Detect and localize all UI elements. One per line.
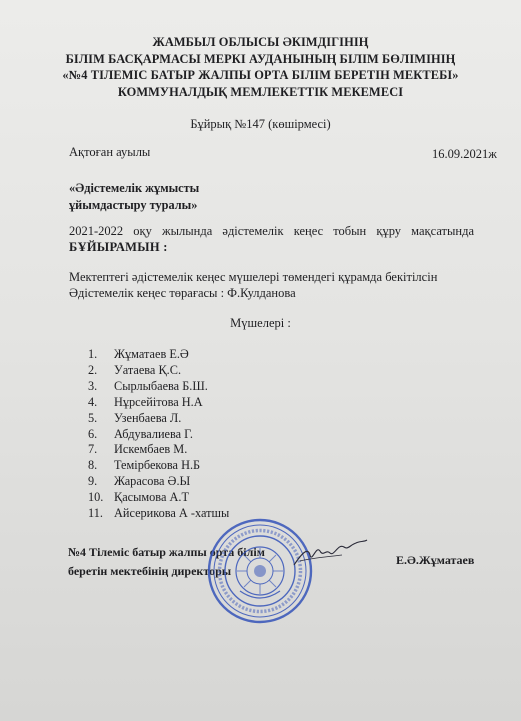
order-number: Бұйрық №147 (көшірмесі) — [190, 117, 331, 131]
approval-line-1: Мектептегі әдістемелік кеңес мүшелері төмендегі құрамда бекітілсін — [69, 270, 438, 284]
header-line-1: ЖАМБЫЛ ОБЛЫСЫ ӘКІМДІГІНІҢ — [152, 35, 369, 49]
list-item: 6. Абдувалиева Г. — [88, 426, 193, 441]
director-name: Е.Ә.Жұматаев — [396, 553, 475, 567]
list-item: 2. Уатаева Қ.С. — [88, 362, 182, 377]
members-title: Мүшелері : — [230, 316, 291, 330]
order-command: БҰЙЫРАМЫН : — [69, 240, 168, 254]
order-paragraph — [69, 223, 474, 255]
document-header — [40, 34, 481, 100]
subject-line-1: «Әдістемелік жұмысты — [69, 181, 200, 195]
header-line-3: «№4 ТІЛЕМІС БАТЫР ЖАЛПЫ ОРТА БІЛІМ БЕРЕТІН МЕКТЕБІ» — [62, 68, 459, 82]
list-item: 9. Жарасова Ә.Ы — [88, 474, 191, 489]
list-item: 3. Сырлыбаева Б.Ш. — [88, 378, 208, 393]
subject-line-2: ұйымдастыру туралы» — [69, 198, 198, 212]
header-line-4: КОММУНАЛДЫҚ МЕМЛЕКЕТТІК МЕКЕМЕСІ — [117, 84, 404, 99]
order-date: 16.09.2021ж — [432, 147, 497, 161]
paragraph-text: 2021-2022 оқу жылында әдістемелік кеңес тобын құру мақсатында — [69, 224, 474, 238]
approval-line-2: Әдістемелік кеңес төрағасы : Ф.Кулданова — [69, 285, 296, 300]
director-title-line-2: беретін мектебінің директоры — [68, 564, 232, 578]
list-item: 11. Айсерикова А -хатшы — [88, 506, 230, 521]
header-line-2: БІЛІМ БАСҚАРМАСЫ МЕРКІ АУДАНЫНЫҢ БІЛІМ БӨЛІМІНІҢ — [65, 51, 456, 66]
list-item: 5. Узенбаева Л. — [88, 410, 182, 425]
place-name: Ақтоған ауылы — [69, 145, 151, 159]
list-item: 1. Жұматаев Е.Ә — [88, 347, 189, 361]
list-item: 8. Темірбекова Н.Б — [88, 458, 201, 473]
handwritten-signature-icon — [290, 535, 370, 573]
list-item: 7. Искембаев М. — [88, 442, 188, 457]
list-item: 10. Қасымова А.Т — [88, 490, 189, 505]
order-subject — [69, 180, 199, 214]
director-title-line-1: №4 Тілеміс батыр жалпы орта білім — [68, 545, 265, 559]
members-list — [88, 347, 229, 522]
approval-text — [69, 270, 437, 301]
list-item: 4. Нұрсейітова Н.А — [88, 394, 203, 409]
